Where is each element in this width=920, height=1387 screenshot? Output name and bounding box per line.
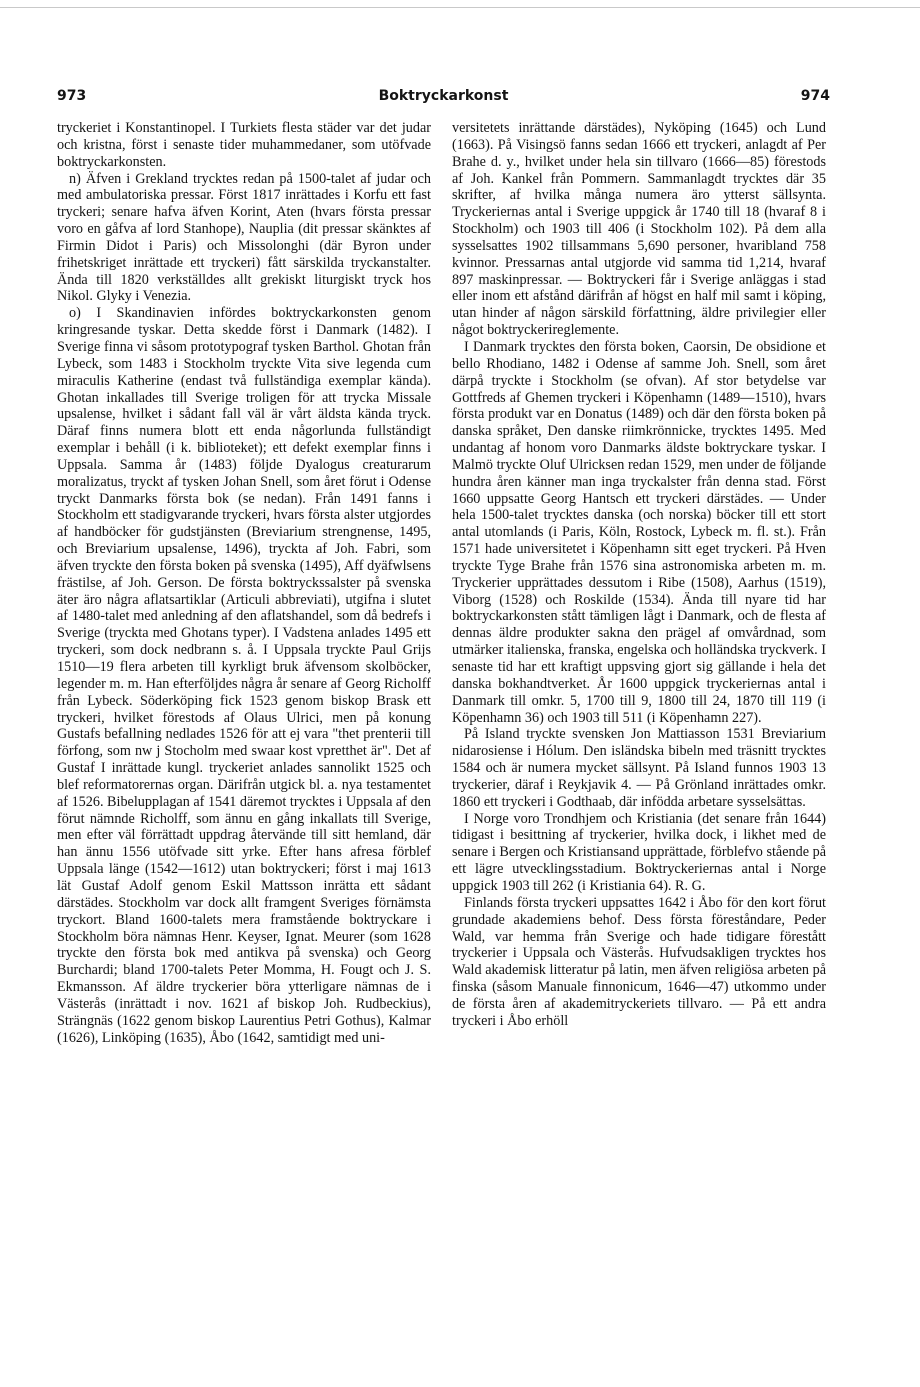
- paragraph: I Danmark trycktes den första boken, Caorsin, De obsidione et bello Rhodiano, 1482 i Odense af samme Joh. Snell, som året därpå tryckte i Stockholm (se ofvan). Af stor betydelse var Gottfreds af Ghemen tryckeri i Köpenhamn (1489—1510), hvars första produkt var en Donatus (1489) och där den första boken på danska språket, Den danske riimkrönnicke, trycktes 1495. Med undantag af honom voro Danmarks äldste boktryckare tyskar. I Malmö tryckte Oluf Ulricksen redan 1529, men under de följande hundra åren känner man inga tryckalster från denna stad. Först 1660 uppsatte Georg Hantsch ett tryckeri därstädes. — Under hela 1500-talet trycktes danska (och norska) böcker till ett stort antal utomlands (i Paris, Köln, Rostock, Lybeck m. fl. st.). Från 1571 hade universitetet i Köpenhamn sitt eget tryckeri. På Hven tryckte Tyge Brahe från 1576 sina astronomiska arbeten m. m. Tryckerier upprättades dessutom i Ribe (1508), Aarhus (1519), Viborg (1528) och Roskilde (1534). Ända till nyare tid har boktryckarkonsten stått tämligen lågt i Danmark, och de flesta af dennas äldre produkter sakna den prägel af omvårdnad, som utmärker italienska, franska, engelska och holländska tryckverk. I senaste tid har ett kraftigt uppsving gjort sig gällande i hela det danska bokhandtverket. År 1600 uppgick tryckeriernas antal i Danmark till omkr. 5, 1700 till 9, 1800 till 24, 1870 till 119 (i Köpenhamn 36) och 1903 till 511 (i Köpenhamn 227).: [452, 338, 826, 726]
- paragraph: o) I Skandinavien infördes boktryckarkonsten genom kringresande tyskar. Detta skedde först i Danmark (1482). I Sverige finna vi såsom prototypograf tysken Barthol. Ghotan från Lybeck, som 1483 i Stockholm tryckte Vita sive legenda cum miraculis Katherine (endast två fullständiga exemplar kända). Ghotan inkallades till Sverige troligen för att trycka Missale upsalense, hvilket i sådant fall väl är vårt äldsta kända tryck. Däraf finns numera blott ett enda någorlunda fullständigt exemplar i behåll (i k. biblioteket); ett defekt exemplar finns i Uppsala. Samma år (1483) följde Dyalogus creaturarum moralizatus, tryckt af tysken Johan Snell, som året förut i Odense tryckt Danmarks första bok (se nedan). Från 1491 fanns i Stockholm ett stadigvarande tryckeri, hvars första alster utgjordes af handböcker för gudstjänsten (Breviarium strengnense, 1495, och Breviarium upsalense, 1496), tryckta af Joh. Fabri, som äfven tryckte den första boken på svenska (1495), Aff dyäfwlsens frästilse, af Joh. Gerson. De första boktryckssalster på svenska äter äro några aflatsartiklar (Articuli abbreviati), utgifna i slutet af 1480-talet med anledning af den aflatshandel, som då bedrefs i Sverige (tryckta med Ghotans typer). I Vadstena anlades 1495 ett tryckeri, som dock nedbrann s. å. I Uppsala tryckte Paul Grijs 1510—19 flera arbeten till kyrkligt bruk äfvensom skolböcker, legender m. m. Han efterföljdes några år senare af Georg Richolff från Lybeck. Söderköping fick 1523 genom biskop Brask ett tryckeri, hvilket förestods af Olaus Ulrici, men på konung Gustafs befallning nedlades 1526 för att ej vara "thet prenterii till förfong, som nw j Stocholm med swaar kost vpretthet är". Det af Gustaf I inrättade kungl. tryckeriet anlades sannolikt 1525 och blef reformatorernas organ. Därifrån utgick bl. a. nya testamentet af 1526. Bibelupplagan af 1541 däremot trycktes i Uppsala af den förut nämnde Richolff, som ännu en gång inkallats till Sverige, men efter väl förrättadt uppdrag återvände till sitt hemland, där han ännu 1556 utöfvade sitt yrke. Efter hans afresa förblef Uppsala länge (1542—1612) utan boktryckeri; först i maj 1613 lät Gustaf Adolf genom Eskil Mattsson inrätta ett sådant därstädes. Stockholm var dock allt framgent Sveriges förnämsta tryckort. Bland 1600-talets mera framstående boktryckare i Stockholm böra nämnas Henr. Keyser, Ignat. Meurer (som 1628 tryckte den första bok med antikva på svenska) och Georg Burchardi; bland 1700-talets Peter Momma, H. Fougt och J. S. Ekmansson. Af äldre tryckerier böra ytterligare nämnas de i Västerås (inrättadt i nov. 1621 af biskop Joh. Rudbeckius), Strängnäs (1622 genom biskop Laurentius Petri Gothus), Kalmar (1626), Linköping (1635), Åbo (1642, samtidigt med uni-: [57, 305, 431, 1046]
- paragraph: versitetets inrättande därstädes), Nyköping (1645) och Lund (1663). På Visingsö fanns sedan 1666 ett tryckeri, anlagdt af Per Brahe d. y., hvilket under hela sin tillvaro (1666—85) förestods af Joh. Kankel från Pommern. Sammanlagdt trycktes där 35 skrifter, af hvilka många numera äro ytterst sällsynta. Tryckeriernas antal i Sverige uppgick år 1740 till 18 (hvaraf 8 i Stockholm) och 1903 till 406 (i Stockholm 102). På dem alla sysselsattes 1902 tillsammans 5,690 personer, hvaribland 758 kvinnor. Pressarnas antal utgjorde vid samma tid 1,214, hvaraf 897 maskinpressar. — Boktryckeri får i Sverige anläggas i stad eller inom ett afstånd därifrån af högst en half mil samt i köping, utan hinder af någon särskild författning, äldre privilegier eller något boktryckerireglemente.: [452, 120, 826, 339]
- page-number-left: 973: [57, 88, 87, 104]
- running-title: Boktryckarkonst: [378, 88, 509, 104]
- page-header: [57, 88, 830, 110]
- paragraph: I Norge voro Trondhjem och Kristiania (det senare från 1644) tidigast i besittning af tryckerier, hvilka dock, i likhet med de senare i Bergen och Kristiansand upprättade, förblefvo stående på ett lägre utvecklingsstadium. Boktryckeriernas antal i Norge uppgick 1903 till 262 (i Kristiania 64). R. G.: [452, 810, 826, 894]
- left-column: [57, 120, 431, 1046]
- paragraph: tryckeriet i Konstantinopel. I Turkiets flesta städer var det judar och kristna, först i senaste tider muhammedaner, som utöfvade boktryckarkonsten.: [57, 120, 431, 170]
- page-top-rule: [0, 7, 920, 8]
- paragraph: På Island tryckte svensken Jon Mattiasson 1531 Breviarium nidarosiense i Hólum. Den isländska bibeln med träsnitt trycktes 1584 och är numera mycket sällsynt. På Island funnos 1903 13 tryckerier, däraf i Reykjavik 4. — På Grönland inrättades omkr. 1860 ett tryckeri i Godthaab, där infödda arbetare sysselsättas.: [452, 726, 826, 810]
- paragraph: n) Äfven i Grekland trycktes redan på 1500-talet af judar och med ambulatoriska pressar. Först 1817 inrättades i Korfu ett fast tryckeri; senare hafva äfven Korint, Aten (hvars första pressar voro en gåfva af lord Stanhope), Nauplia (dit pressar skänktes af Firmin Didot i Paris) och Missolonghi (där Byron under frihetskriget inrättade ett tryckeri) fått särskilda tryckanstalter. Ända till 1820 verkställdes allt grekiskt liturgiskt tryck hos Nikol. Glyky i Venezia.: [57, 170, 431, 305]
- right-column: [452, 120, 826, 1030]
- page-number-right: 974: [800, 88, 830, 104]
- paragraph: Finlands första tryckeri uppsattes 1642 i Åbo för den kort förut grundade akademiens behof. Dess första föreståndare, Peder Wald, var hemma från Sverige och hade tidigare förestått tryckerier i Uppsala och Västerås. Hufvudsakligen trycktes hos Wald akademisk litteratur på latin, men äfven religiösa arbeten på finska (såsom Manuale finnonicum, 1646—47) utkommo under de första åren af akademitryckeriets tillvaro. — På ett andra tryckeri i Åbo erhöll: [452, 894, 826, 1029]
